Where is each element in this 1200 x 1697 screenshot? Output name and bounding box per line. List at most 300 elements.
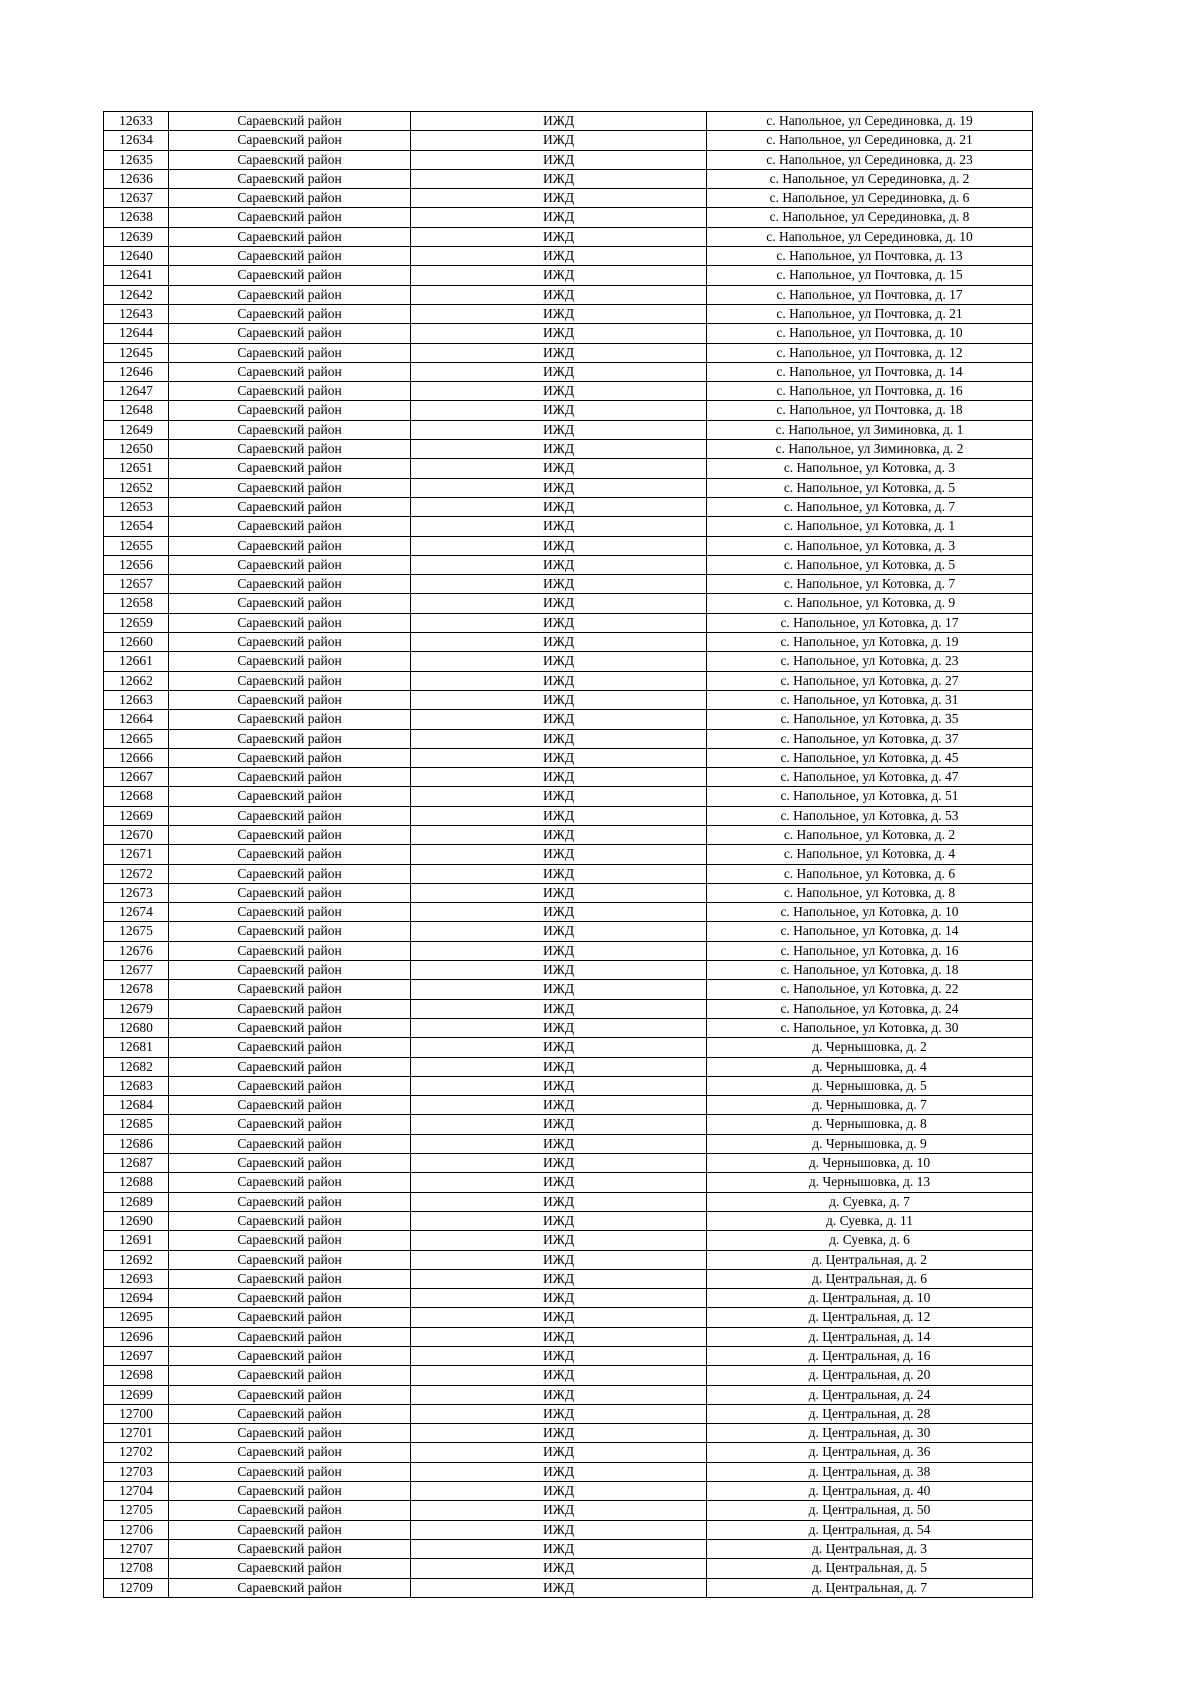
record-number-cell: 12647	[104, 382, 169, 401]
record-number-cell: 12668	[104, 787, 169, 806]
district-cell: Сараевский район	[169, 1501, 411, 1520]
address-cell: с. Напольное, ул Котовка, д. 37	[707, 729, 1033, 748]
district-cell: Сараевский район	[169, 382, 411, 401]
building-type-cell: ИЖД	[411, 1404, 707, 1423]
table-row	[104, 690, 1033, 709]
district-cell: Сараевский район	[169, 497, 411, 516]
building-type-cell: ИЖД	[411, 1385, 707, 1404]
record-number-cell: 12663	[104, 690, 169, 709]
address-cell: с. Напольное, ул Котовка, д. 4	[707, 845, 1033, 864]
address-cell: с. Напольное, ул Котовка, д. 17	[707, 613, 1033, 632]
record-number-cell: 12684	[104, 1096, 169, 1115]
address-cell: д. Суевка, д. 7	[707, 1192, 1033, 1211]
table-row	[104, 1559, 1033, 1578]
record-number-cell: 12692	[104, 1250, 169, 1269]
district-cell: Сараевский район	[169, 517, 411, 536]
address-cell: с. Напольное, ул Почтовка, д. 18	[707, 401, 1033, 420]
record-number-cell: 12657	[104, 575, 169, 594]
district-cell: Сараевский район	[169, 1385, 411, 1404]
address-cell: с. Напольное, ул Котовка, д. 16	[707, 941, 1033, 960]
building-type-cell: ИЖД	[411, 1366, 707, 1385]
building-type-cell: ИЖД	[411, 304, 707, 323]
table-row	[104, 633, 1033, 652]
record-number-cell: 12636	[104, 169, 169, 188]
building-type-cell: ИЖД	[411, 1038, 707, 1057]
district-cell: Сараевский район	[169, 112, 411, 131]
address-cell: с. Напольное, ул Котовка, д. 1	[707, 517, 1033, 536]
table-row	[104, 825, 1033, 844]
record-number-cell: 12678	[104, 980, 169, 999]
table-row	[104, 652, 1033, 671]
record-number-cell: 12673	[104, 883, 169, 902]
table-row	[104, 1366, 1033, 1385]
address-cell: с. Напольное, ул Котовка, д. 8	[707, 883, 1033, 902]
district-cell: Сараевский район	[169, 343, 411, 362]
address-cell: с. Напольное, ул Серединовка, д. 21	[707, 131, 1033, 150]
record-number-cell: 12699	[104, 1385, 169, 1404]
district-cell: Сараевский район	[169, 1578, 411, 1597]
district-cell: Сараевский район	[169, 1096, 411, 1115]
district-cell: Сараевский район	[169, 864, 411, 883]
district-cell: Сараевский район	[169, 440, 411, 459]
building-type-cell: ИЖД	[411, 941, 707, 960]
district-cell: Сараевский район	[169, 1154, 411, 1173]
district-cell: Сараевский район	[169, 594, 411, 613]
building-type-cell: ИЖД	[411, 690, 707, 709]
table-row	[104, 1250, 1033, 1269]
table-row	[104, 1462, 1033, 1481]
building-type-cell: ИЖД	[411, 845, 707, 864]
table-row	[104, 1520, 1033, 1539]
building-type-cell: ИЖД	[411, 555, 707, 574]
address-cell: с. Напольное, ул Почтовка, д. 21	[707, 304, 1033, 323]
building-type-cell: ИЖД	[411, 1462, 707, 1481]
building-type-cell: ИЖД	[411, 324, 707, 343]
address-cell: с. Напольное, ул Почтовка, д. 10	[707, 324, 1033, 343]
record-number-cell: 12656	[104, 555, 169, 574]
record-number-cell: 12689	[104, 1192, 169, 1211]
building-type-cell: ИЖД	[411, 613, 707, 632]
building-type-cell: ИЖД	[411, 748, 707, 767]
table-row	[104, 845, 1033, 864]
table-row	[104, 1018, 1033, 1037]
table-row	[104, 1424, 1033, 1443]
table-row	[104, 420, 1033, 439]
record-number-cell: 12642	[104, 285, 169, 304]
address-cell: с. Напольное, ул Зиминовка, д. 1	[707, 420, 1033, 439]
building-type-cell: ИЖД	[411, 961, 707, 980]
address-cell: д. Суевка, д. 6	[707, 1231, 1033, 1250]
record-number-cell: 12697	[104, 1347, 169, 1366]
district-cell: Сараевский район	[169, 1289, 411, 1308]
address-cell: д. Центральная, д. 40	[707, 1482, 1033, 1501]
building-type-cell: ИЖД	[411, 285, 707, 304]
address-cell: с. Напольное, ул Котовка, д. 3	[707, 459, 1033, 478]
address-cell: с. Напольное, ул Котовка, д. 14	[707, 922, 1033, 941]
district-cell: Сараевский район	[169, 536, 411, 555]
record-number-cell: 12665	[104, 729, 169, 748]
district-cell: Сараевский район	[169, 1482, 411, 1501]
table-row	[104, 710, 1033, 729]
district-cell: Сараевский район	[169, 1520, 411, 1539]
district-cell: Сараевский район	[169, 1134, 411, 1153]
record-number-cell: 12666	[104, 748, 169, 767]
district-cell: Сараевский район	[169, 941, 411, 960]
table-row	[104, 1173, 1033, 1192]
record-number-cell: 12643	[104, 304, 169, 323]
address-cell: с. Напольное, ул Котовка, д. 9	[707, 594, 1033, 613]
table-row	[104, 1539, 1033, 1558]
district-cell: Сараевский район	[169, 1115, 411, 1134]
address-cell: с. Напольное, ул Котовка, д. 19	[707, 633, 1033, 652]
table-row	[104, 1327, 1033, 1346]
building-type-cell: ИЖД	[411, 459, 707, 478]
address-cell: с. Напольное, ул Котовка, д. 5	[707, 555, 1033, 574]
district-cell: Сараевский район	[169, 1038, 411, 1057]
district-cell: Сараевский район	[169, 1018, 411, 1037]
address-cell: с. Напольное, ул Почтовка, д. 13	[707, 247, 1033, 266]
district-cell: Сараевский район	[169, 1559, 411, 1578]
table-row	[104, 131, 1033, 150]
building-type-cell: ИЖД	[411, 1211, 707, 1230]
building-type-cell: ИЖД	[411, 420, 707, 439]
table-row	[104, 150, 1033, 169]
record-number-cell: 12706	[104, 1520, 169, 1539]
building-type-cell: ИЖД	[411, 1308, 707, 1327]
table-row	[104, 594, 1033, 613]
address-cell: с. Напольное, ул Серединовка, д. 8	[707, 208, 1033, 227]
district-cell: Сараевский район	[169, 401, 411, 420]
record-number-cell: 12681	[104, 1038, 169, 1057]
address-cell: д. Центральная, д. 16	[707, 1347, 1033, 1366]
district-cell: Сараевский район	[169, 1192, 411, 1211]
address-cell: с. Напольное, ул Котовка, д. 30	[707, 1018, 1033, 1037]
record-number-cell: 12655	[104, 536, 169, 555]
address-cell: д. Центральная, д. 38	[707, 1462, 1033, 1481]
record-number-cell: 12700	[104, 1404, 169, 1423]
address-cell: с. Напольное, ул Котовка, д. 5	[707, 478, 1033, 497]
address-cell: д. Чернышовка, д. 2	[707, 1038, 1033, 1057]
address-cell: с. Напольное, ул Котовка, д. 31	[707, 690, 1033, 709]
record-number-cell: 12651	[104, 459, 169, 478]
building-type-cell: ИЖД	[411, 150, 707, 169]
table-row	[104, 536, 1033, 555]
address-cell: д. Центральная, д. 50	[707, 1501, 1033, 1520]
building-type-cell: ИЖД	[411, 729, 707, 748]
record-number-cell: 12658	[104, 594, 169, 613]
table-row	[104, 787, 1033, 806]
district-cell: Сараевский район	[169, 1443, 411, 1462]
district-cell: Сараевский район	[169, 903, 411, 922]
district-cell: Сараевский район	[169, 806, 411, 825]
address-cell: д. Чернышовка, д. 10	[707, 1154, 1033, 1173]
table-row	[104, 1192, 1033, 1211]
table-row	[104, 903, 1033, 922]
building-type-cell: ИЖД	[411, 1231, 707, 1250]
table-row	[104, 1289, 1033, 1308]
record-number-cell: 12677	[104, 961, 169, 980]
district-cell: Сараевский район	[169, 1173, 411, 1192]
table-row	[104, 729, 1033, 748]
building-type-cell: ИЖД	[411, 806, 707, 825]
record-number-cell: 12702	[104, 1443, 169, 1462]
building-type-cell: ИЖД	[411, 131, 707, 150]
building-type-cell: ИЖД	[411, 1559, 707, 1578]
record-number-cell: 12693	[104, 1269, 169, 1288]
table-row	[104, 1231, 1033, 1250]
district-cell: Сараевский район	[169, 575, 411, 594]
building-type-cell: ИЖД	[411, 169, 707, 188]
district-cell: Сараевский район	[169, 362, 411, 381]
record-number-cell: 12670	[104, 825, 169, 844]
address-cell: д. Центральная, д. 28	[707, 1404, 1033, 1423]
district-cell: Сараевский район	[169, 768, 411, 787]
address-cell: с. Напольное, ул Котовка, д. 7	[707, 497, 1033, 516]
building-type-cell: ИЖД	[411, 401, 707, 420]
address-cell: с. Напольное, ул Котовка, д. 47	[707, 768, 1033, 787]
building-type-cell: ИЖД	[411, 1578, 707, 1597]
table-row	[104, 941, 1033, 960]
district-cell: Сараевский район	[169, 671, 411, 690]
address-cell: с. Напольное, ул Котовка, д. 3	[707, 536, 1033, 555]
table-row	[104, 768, 1033, 787]
district-cell: Сараевский район	[169, 1424, 411, 1443]
table-row	[104, 613, 1033, 632]
record-number-cell: 12672	[104, 864, 169, 883]
district-cell: Сараевский район	[169, 1231, 411, 1250]
table-row	[104, 555, 1033, 574]
record-number-cell: 12649	[104, 420, 169, 439]
housing-registry-table	[103, 111, 1033, 1598]
address-cell: д. Чернышовка, д. 9	[707, 1134, 1033, 1153]
table-row	[104, 247, 1033, 266]
building-type-cell: ИЖД	[411, 710, 707, 729]
building-type-cell: ИЖД	[411, 536, 707, 555]
record-number-cell: 12696	[104, 1327, 169, 1346]
address-cell: д. Центральная, д. 30	[707, 1424, 1033, 1443]
district-cell: Сараевский район	[169, 304, 411, 323]
address-cell: с. Напольное, ул Почтовка, д. 12	[707, 343, 1033, 362]
district-cell: Сараевский район	[169, 1327, 411, 1346]
building-type-cell: ИЖД	[411, 112, 707, 131]
record-number-cell: 12680	[104, 1018, 169, 1037]
table-row	[104, 169, 1033, 188]
building-type-cell: ИЖД	[411, 575, 707, 594]
record-number-cell: 12635	[104, 150, 169, 169]
table-row	[104, 1347, 1033, 1366]
table-row	[104, 324, 1033, 343]
building-type-cell: ИЖД	[411, 1057, 707, 1076]
address-cell: д. Центральная, д. 24	[707, 1385, 1033, 1404]
table-row	[104, 1076, 1033, 1095]
table-row	[104, 1038, 1033, 1057]
building-type-cell: ИЖД	[411, 594, 707, 613]
record-number-cell: 12641	[104, 266, 169, 285]
district-cell: Сараевский район	[169, 324, 411, 343]
record-number-cell: 12654	[104, 517, 169, 536]
address-cell: с. Напольное, ул Котовка, д. 53	[707, 806, 1033, 825]
address-cell: д. Центральная, д. 36	[707, 1443, 1033, 1462]
address-cell: д. Центральная, д. 14	[707, 1327, 1033, 1346]
record-number-cell: 12648	[104, 401, 169, 420]
district-cell: Сараевский район	[169, 285, 411, 304]
address-cell: д. Центральная, д. 6	[707, 1269, 1033, 1288]
record-number-cell: 12709	[104, 1578, 169, 1597]
building-type-cell: ИЖД	[411, 825, 707, 844]
record-number-cell: 12704	[104, 1482, 169, 1501]
address-cell: с. Напольное, ул Серединовка, д. 23	[707, 150, 1033, 169]
table-row	[104, 1057, 1033, 1076]
building-type-cell: ИЖД	[411, 1347, 707, 1366]
table-row	[104, 961, 1033, 980]
building-type-cell: ИЖД	[411, 1134, 707, 1153]
building-type-cell: ИЖД	[411, 1192, 707, 1211]
record-number-cell: 12685	[104, 1115, 169, 1134]
building-type-cell: ИЖД	[411, 1115, 707, 1134]
address-cell: с. Напольное, ул Котовка, д. 18	[707, 961, 1033, 980]
building-type-cell: ИЖД	[411, 362, 707, 381]
address-cell: д. Чернышовка, д. 5	[707, 1076, 1033, 1095]
district-cell: Сараевский район	[169, 1366, 411, 1385]
building-type-cell: ИЖД	[411, 652, 707, 671]
district-cell: Сараевский район	[169, 1269, 411, 1288]
district-cell: Сараевский район	[169, 478, 411, 497]
table-row	[104, 575, 1033, 594]
record-number-cell: 12686	[104, 1134, 169, 1153]
table-row	[104, 1404, 1033, 1423]
table-row	[104, 401, 1033, 420]
record-number-cell: 12705	[104, 1501, 169, 1520]
district-cell: Сараевский район	[169, 787, 411, 806]
table-row	[104, 883, 1033, 902]
building-type-cell: ИЖД	[411, 1327, 707, 1346]
address-cell: с. Напольное, ул Котовка, д. 35	[707, 710, 1033, 729]
record-number-cell: 12682	[104, 1057, 169, 1076]
address-cell: с. Напольное, ул Серединовка, д. 2	[707, 169, 1033, 188]
district-cell: Сараевский район	[169, 1347, 411, 1366]
address-cell: д. Чернышовка, д. 7	[707, 1096, 1033, 1115]
address-cell: с. Напольное, ул Почтовка, д. 17	[707, 285, 1033, 304]
table-row	[104, 999, 1033, 1018]
district-cell: Сараевский район	[169, 1539, 411, 1558]
district-cell: Сараевский район	[169, 1250, 411, 1269]
address-cell: д. Центральная, д. 12	[707, 1308, 1033, 1327]
district-cell: Сараевский район	[169, 710, 411, 729]
table-row	[104, 266, 1033, 285]
building-type-cell: ИЖД	[411, 1482, 707, 1501]
record-number-cell: 12687	[104, 1154, 169, 1173]
address-cell: с. Напольное, ул Почтовка, д. 14	[707, 362, 1033, 381]
address-cell: с. Напольное, ул Котовка, д. 22	[707, 980, 1033, 999]
building-type-cell: ИЖД	[411, 1173, 707, 1192]
address-cell: д. Центральная, д. 10	[707, 1289, 1033, 1308]
table-row	[104, 1482, 1033, 1501]
address-cell: д. Центральная, д. 3	[707, 1539, 1033, 1558]
address-cell: д. Чернышовка, д. 13	[707, 1173, 1033, 1192]
record-number-cell: 12671	[104, 845, 169, 864]
record-number-cell: 12701	[104, 1424, 169, 1443]
building-type-cell: ИЖД	[411, 787, 707, 806]
district-cell: Сараевский район	[169, 999, 411, 1018]
record-number-cell: 12662	[104, 671, 169, 690]
address-cell: с. Напольное, ул Серединовка, д. 6	[707, 189, 1033, 208]
record-number-cell: 12676	[104, 941, 169, 960]
building-type-cell: ИЖД	[411, 768, 707, 787]
record-number-cell: 12703	[104, 1462, 169, 1481]
address-cell: с. Напольное, ул Почтовка, д. 16	[707, 382, 1033, 401]
building-type-cell: ИЖД	[411, 1424, 707, 1443]
record-number-cell: 12659	[104, 613, 169, 632]
district-cell: Сараевский район	[169, 652, 411, 671]
building-type-cell: ИЖД	[411, 922, 707, 941]
record-number-cell: 12675	[104, 922, 169, 941]
building-type-cell: ИЖД	[411, 1076, 707, 1095]
building-type-cell: ИЖД	[411, 1501, 707, 1520]
address-cell: с. Напольное, ул Серединовка, д. 19	[707, 112, 1033, 131]
address-cell: с. Напольное, ул Котовка, д. 24	[707, 999, 1033, 1018]
table-row	[104, 478, 1033, 497]
table-row	[104, 440, 1033, 459]
record-number-cell: 12634	[104, 131, 169, 150]
address-cell: д. Центральная, д. 54	[707, 1520, 1033, 1539]
district-cell: Сараевский район	[169, 189, 411, 208]
record-number-cell: 12691	[104, 1231, 169, 1250]
district-cell: Сараевский район	[169, 1308, 411, 1327]
table-row	[104, 112, 1033, 131]
district-cell: Сараевский район	[169, 1462, 411, 1481]
table-row	[104, 517, 1033, 536]
district-cell: Сараевский район	[169, 227, 411, 246]
record-number-cell: 12708	[104, 1559, 169, 1578]
table-row	[104, 806, 1033, 825]
record-number-cell: 12644	[104, 324, 169, 343]
table-row	[104, 285, 1033, 304]
building-type-cell: ИЖД	[411, 1018, 707, 1037]
district-cell: Сараевский район	[169, 1057, 411, 1076]
record-number-cell: 12661	[104, 652, 169, 671]
district-cell: Сараевский район	[169, 980, 411, 999]
address-cell: д. Центральная, д. 20	[707, 1366, 1033, 1385]
record-number-cell: 12679	[104, 999, 169, 1018]
address-cell: с. Напольное, ул Котовка, д. 51	[707, 787, 1033, 806]
building-type-cell: ИЖД	[411, 1250, 707, 1269]
building-type-cell: ИЖД	[411, 1289, 707, 1308]
district-cell: Сараевский район	[169, 922, 411, 941]
table-row	[104, 922, 1033, 941]
building-type-cell: ИЖД	[411, 517, 707, 536]
district-cell: Сараевский район	[169, 247, 411, 266]
building-type-cell: ИЖД	[411, 1539, 707, 1558]
address-cell: с. Напольное, ул Котовка, д. 6	[707, 864, 1033, 883]
table-row	[104, 497, 1033, 516]
district-cell: Сараевский район	[169, 825, 411, 844]
table-row	[104, 864, 1033, 883]
building-type-cell: ИЖД	[411, 189, 707, 208]
record-number-cell: 12674	[104, 903, 169, 922]
record-number-cell: 12645	[104, 343, 169, 362]
building-type-cell: ИЖД	[411, 1269, 707, 1288]
district-cell: Сараевский район	[169, 883, 411, 902]
table-row	[104, 459, 1033, 478]
building-type-cell: ИЖД	[411, 227, 707, 246]
record-number-cell: 12637	[104, 189, 169, 208]
table-row	[104, 208, 1033, 227]
record-number-cell: 12707	[104, 1539, 169, 1558]
table-row	[104, 362, 1033, 381]
district-cell: Сараевский район	[169, 690, 411, 709]
record-number-cell: 12688	[104, 1173, 169, 1192]
table-row	[104, 1269, 1033, 1288]
